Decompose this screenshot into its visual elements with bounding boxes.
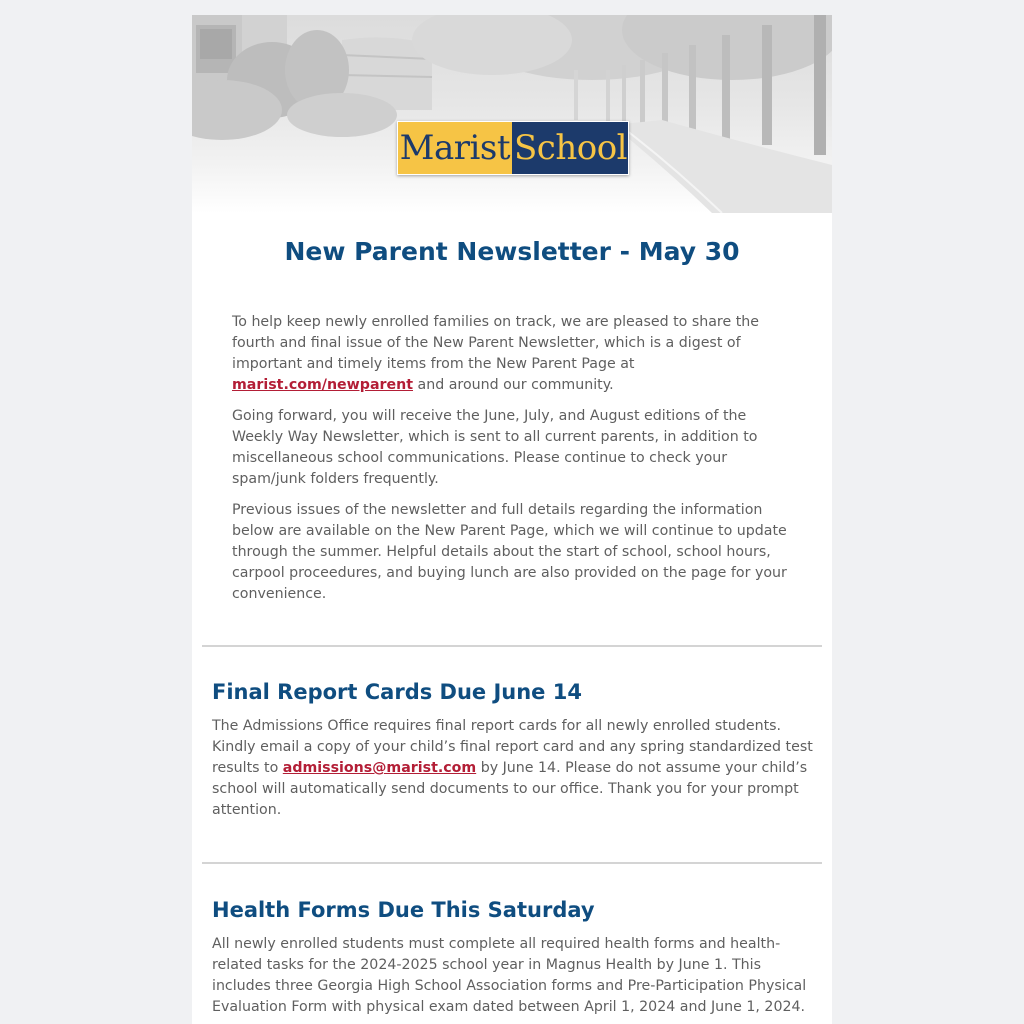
section-divider	[202, 645, 822, 647]
intro-paragraph-1	[232, 312, 792, 396]
health-forms-body: All newly enrolled students must complete all required health forms and health-related tasks for the 2024-2025 school year in Magnus Health by June 1. This includes three Georgia High School Association forms and Pre-Participation Physical Evaluation Form with physical exam dated between April 1, 2024 and June 1, 2024.	[212, 936, 807, 1015]
newsletter-title: New Parent Newsletter - May 30	[284, 237, 740, 266]
report-cards-heading: Final Report Cards Due June 14	[212, 680, 582, 704]
admissions-email-link[interactable]: admissions@marist.com	[282, 760, 477, 776]
email-container	[192, 15, 832, 1024]
marist-school-logo[interactable]	[397, 121, 629, 175]
report-cards-text-after: by June 14. Please do not assume your child’s school will automatically send documents to our office. Thank you for your prompt attention.	[212, 760, 808, 818]
section-divider	[202, 862, 822, 864]
logo-marist-text: Marist	[398, 122, 512, 174]
report-cards-text-before: The Admissions Office requires final report cards for all newly enrolled students. Kindly email a copy of your child’s final report card and any spring standardized test results to	[212, 718, 813, 776]
intro-section	[232, 312, 792, 615]
health-forms-section	[212, 897, 817, 1018]
header-banner	[192, 15, 832, 213]
intro-p1-text-before: To help keep newly enrolled families on track, we are pleased to share the fourth and final issue of the New Parent Newsletter, which is a digest of important and timely items from the New Parent Page at	[232, 314, 759, 372]
report-cards-body	[212, 716, 817, 821]
logo-school-text: School	[512, 122, 628, 174]
health-forms-heading: Health Forms Due This Saturday	[212, 898, 595, 922]
campus-photo	[192, 15, 832, 213]
intro-paragraph-2: Going forward, you will receive the June, July, and August editions of the Weekly Way Newsletter, which is sent to all current parents, in addition to miscellaneous school communications. Please continue to check your spam/junk folders frequently.	[232, 408, 758, 487]
intro-p1-text-after: and around our community.	[413, 377, 614, 393]
new-parent-page-link[interactable]: marist.com/newparent	[232, 377, 414, 393]
report-cards-section	[212, 679, 817, 821]
intro-paragraph-3: Previous issues of the newsletter and full details regarding the information below are available on the New Parent Page, which we will continue to update through the summer. Helpful details about the start of school, school hours, carpool proceedures, and buying lunch are also provided on the page for your convenience.	[232, 502, 787, 602]
